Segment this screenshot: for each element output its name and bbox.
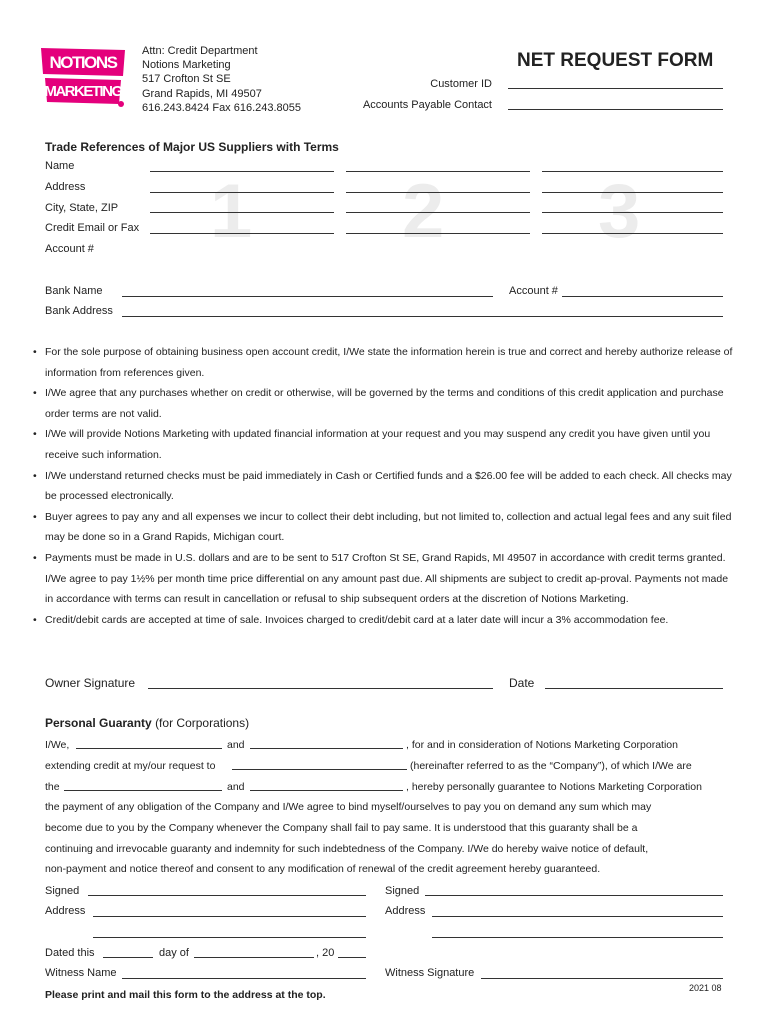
guaranty-title: Personal Guaranty [45,716,152,730]
ap-contact-field[interactable] [508,109,723,110]
ref3-city-field[interactable] [542,212,723,213]
customer-id-field[interactable] [508,88,723,89]
guaranty-extending: extending credit at my/our request to [45,760,216,772]
address-line: 517 Crofton St SE [142,73,231,86]
credit-email-fax-label: Credit Email or Fax [45,222,140,234]
signed-label-1: Signed [45,885,80,897]
owner-signature-label: Owner Signature [45,676,136,690]
ref2-email-field[interactable] [346,233,530,234]
company-address [142,44,301,115]
term-item: • Credit/debit cards are accepted at time of sale. Invoices charged to credit/debit card at a later date will incur a 3% accommodation fee. [33,610,733,631]
city-state-zip-label: City, State, ZIP [45,202,119,214]
ref1-name-field[interactable] [150,171,334,172]
guaranty-hereinafter: (hereinafter referred to as the “Company”), of which I/We are [410,760,692,772]
bank-account-field[interactable] [562,296,723,297]
owner-date-label: Date [509,676,535,690]
term-item: • Buyer agrees to pay any and all expenses we incur to collect their debt including, but not limited to, collection and actual legal fees and any suit filed may be done so in a Grand Rapids, Michigan court. [33,507,733,548]
ref1-address-field[interactable] [150,192,334,193]
logo-text-bottom: MARKETING [44,83,122,100]
logo-text-top: NOTIONS [49,53,117,72]
guaranty-note: (for Corporations) [155,716,250,730]
signed-field-1[interactable] [88,895,366,896]
signed-label-2: Signed [385,885,420,897]
ap-contact-label: Accounts Payable Contact [362,99,492,111]
day-of-label: day of [159,947,189,959]
address-line: Grand Rapids, MI 49507 [142,87,262,100]
bank-name-label: Bank Name [45,285,103,297]
logo-mark [39,46,127,110]
guaranty-hereby: , hereby personally guarantee to Notions Marketing Corporation [406,781,702,793]
title-2-field[interactable] [250,790,403,791]
reference-number-2: 2 [402,169,445,254]
address-field-2[interactable] [432,916,723,917]
witness-signature-field[interactable] [481,978,723,979]
address-line: Attn: Credit Department [142,45,258,57]
signed-field-2[interactable] [425,895,723,896]
ref1-email-field[interactable] [150,233,334,234]
witness-signature-label: Witness Signature [385,967,475,979]
guarantor-2-field[interactable] [250,748,403,749]
guarantor-1-field[interactable] [76,748,222,749]
term-item: • I/We understand returned checks must be paid immediately in Cash or Certified funds and a $26.00 fee will be added to each check. All checks may be processed electronically. [33,466,733,507]
reference-number-3: 3 [598,169,641,254]
personal-guaranty-heading [45,716,249,730]
ref2-city-field[interactable] [346,212,530,213]
ref3-address-field[interactable] [542,192,723,193]
year-field[interactable] [338,957,366,958]
address-label: Address [45,181,86,193]
address-field-1[interactable] [93,916,366,917]
term-item: • I/We will provide Notions Marketing with updated financial information at your request and you may suspend any credit you have given until you receive such information. [33,424,733,465]
bank-account-label: Account # [509,285,558,297]
guaranty-iwe: I/We, [45,739,70,751]
title-1-field[interactable] [64,790,222,791]
terms-list [33,342,733,630]
address-line: Notions Marketing [142,59,231,72]
ref1-city-field[interactable] [150,212,334,213]
bank-address-field[interactable] [122,316,723,317]
reference-number-1: 1 [210,169,253,254]
guaranty-the: the [45,781,60,793]
mail-instruction: Please print and mail this form to the address at the top. [45,989,326,1001]
owner-date-field[interactable] [545,688,723,689]
day-field[interactable] [103,957,153,958]
form-title: NET REQUEST FORM [517,50,714,71]
term-item: • I/We agree that any purchases whether on credit or otherwise, will be governed by the terms and conditions of this credit application and purchase order terms are not valid. [33,383,733,424]
dated-this-label: Dated this [45,947,95,959]
ref3-email-field[interactable] [542,233,723,234]
trade-references-heading: Trade References of Major US Suppliers with Terms [45,140,339,154]
guaranty-and-1: and [227,739,245,751]
month-field[interactable] [194,957,314,958]
address-field-2-line-2[interactable] [432,937,723,938]
owner-signature-field[interactable] [148,688,493,689]
account-number-label: Account # [45,243,94,255]
term-item: • For the sole purpose of obtaining business open account credit, I/We state the information herein is true and correct and hereby authorize release of information from references given. [33,342,733,383]
address-label-1: Address [45,905,86,917]
address-field-1-line-2[interactable] [93,937,366,938]
ref2-address-field[interactable] [346,192,530,193]
form-version: 2021 08 [689,983,722,993]
ref3-name-field[interactable] [542,171,723,172]
guaranty-consideration: , for and in consideration of Notions Marketing Corporation [406,739,678,751]
guaranty-and-2: and [227,781,245,793]
guaranty-paragraph-line: non-payment and notice thereof and consent to any modification of renewal of the credit agreement hereby guaranteed. [45,863,601,875]
name-label: Name [45,160,75,172]
bank-address-label: Bank Address [45,305,113,317]
bank-name-field[interactable] [122,296,493,297]
year-prefix-label: , 20 [316,947,335,959]
witness-name-field[interactable] [122,978,366,979]
notions-marketing-logo [39,46,127,110]
ref2-name-field[interactable] [346,171,530,172]
guaranty-paragraph-line: the payment of any obligation of the Company and I/We agree to bind myself/ourselves to pay you on demand any sum which may [45,801,652,813]
company-name-field[interactable] [232,769,407,770]
address-line: 616.243.8424 Fax 616.243.8055 [142,101,302,114]
customer-id-label: Customer ID [430,78,492,90]
guaranty-paragraph-line: become due to you by the Company whenever the Company shall fail to pay same. It is understood that this guaranty shall be a [45,822,638,834]
address-label-2: Address [385,905,426,917]
guaranty-paragraph-line: continuing and irrevocable guaranty and indemnity for such indebtedness of the Company. I/We do hereby waive notice of default, [45,843,649,855]
witness-name-label: Witness Name [45,967,117,979]
term-item: • Payments must be made in U.S. dollars and are to be sent to 517 Crofton St SE, Grand Rapids, MI 49507 in accordance with credit terms granted. I/We agree to pay 1½% per month time price differential on any amount past due. All shipments are subject to credit ap-proval. Payments not made in accordance with terms can result in cancellation or refusal to ship subsequent orders at the discretion of Notions Marketing. [33,548,733,610]
